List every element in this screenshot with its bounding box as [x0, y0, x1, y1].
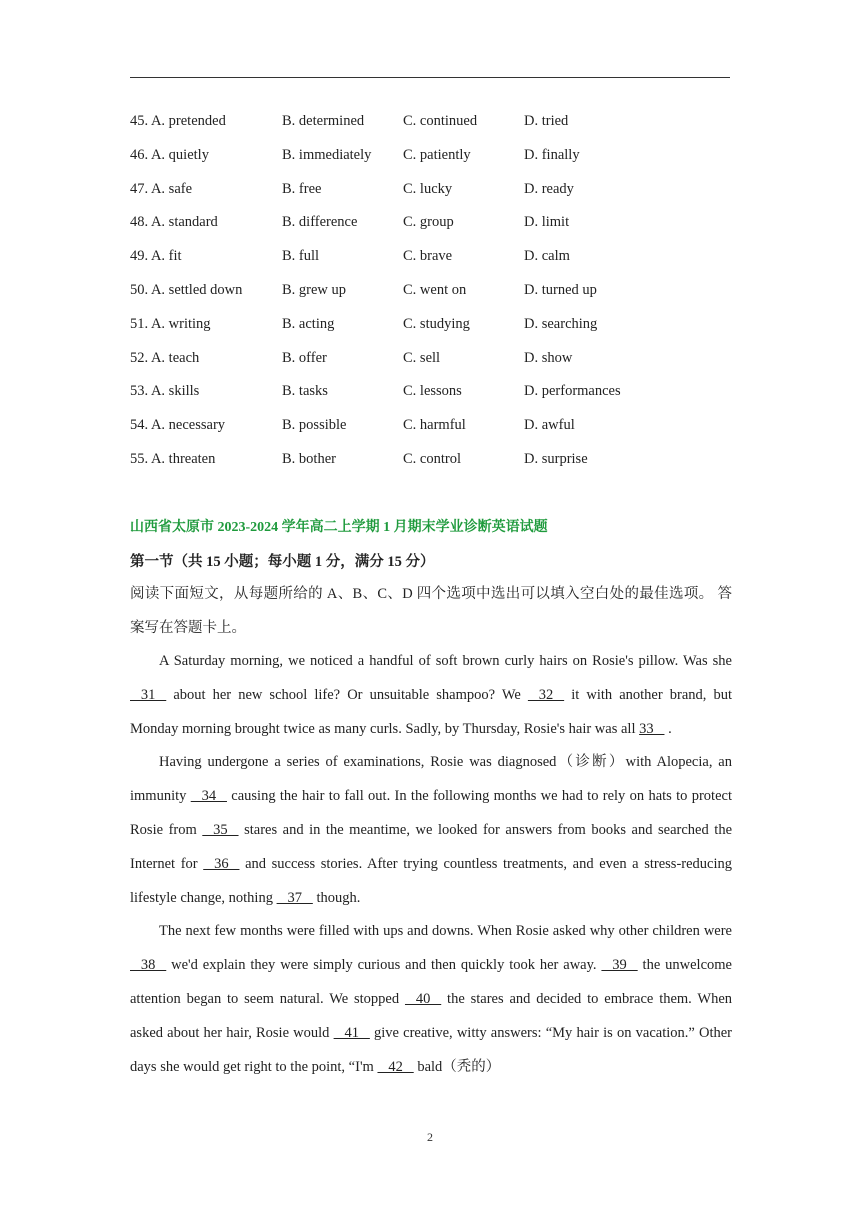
- passage-text: though.: [312, 889, 361, 906]
- instruction-text: 阅读下面短文，从每题所给的 A、B、C、D 四个选项中选出可以填入空白处的最佳选项。 答案写在答题卡上。: [130, 586, 732, 636]
- blank-41: 41: [333, 1024, 370, 1041]
- option-b: B. grew up: [282, 281, 347, 298]
- option-row-48: [130, 212, 730, 246]
- option-b: B. difference: [282, 214, 358, 231]
- blank-31: 31: [130, 686, 167, 703]
- option-row-49: [130, 246, 730, 280]
- option-d: D. searching: [524, 315, 598, 332]
- option-c: C. continued: [403, 113, 478, 129]
- option-a: 54. A. necessary: [130, 417, 226, 434]
- option-a: 46. A. quietly: [130, 146, 209, 163]
- option-d: D. surprise: [524, 450, 588, 467]
- option-d: D. finally: [524, 146, 580, 163]
- option-a: 52. A. teach: [130, 349, 200, 366]
- option-a: 55. A. threaten: [130, 450, 216, 467]
- option-a: 45. A. pretended: [130, 113, 226, 129]
- option-d: D. performances: [524, 383, 621, 400]
- passage-text: give creative, witty answers: “My hair is on vacation.” Other days she would get right to the point, “I'm: [130, 1024, 733, 1075]
- blank-40: 40: [404, 990, 442, 1007]
- option-c: C. control: [403, 450, 461, 467]
- option-b: B. determined: [282, 113, 365, 129]
- option-row-45: [130, 111, 730, 145]
- option-row-54: [130, 415, 730, 449]
- option-c: C. studying: [403, 315, 470, 332]
- passage-paragraph-1: [130, 645, 732, 746]
- option-c: C. lessons: [403, 383, 462, 400]
- blank-37: 37: [276, 889, 313, 906]
- blank-38: 38: [130, 957, 167, 974]
- option-a: 47. A. safe: [130, 180, 193, 197]
- blank-42: 42: [377, 1058, 414, 1075]
- option-c: C. sell: [403, 349, 441, 366]
- option-a: 51. A. writing: [130, 315, 211, 332]
- passage-text: stares and in the meantime, we looked for answers from books and searched the Internet for: [130, 821, 732, 872]
- blank-32: 32: [527, 686, 565, 703]
- option-row-55: [130, 449, 730, 483]
- option-b: B. free: [282, 180, 322, 197]
- blank-34: 34: [190, 788, 227, 805]
- passage-text: the stares and decided to embrace them. When asked about her hair, Rosie would: [130, 990, 733, 1041]
- option-row-50: [130, 280, 730, 314]
- passage-text: Having undergone a series of examinations, Rosie was diagnosed（诊断）with Alopecia, an immunity: [130, 754, 732, 805]
- passage-text: bald（秃的）: [413, 1058, 501, 1075]
- passage-paragraph-2: [130, 746, 732, 915]
- option-d: D. show: [524, 349, 573, 366]
- passage-text: The next few months were filled with ups and downs. When Rosie asked why other children were: [159, 923, 732, 940]
- option-d: D. limit: [524, 214, 570, 231]
- option-b: B. acting: [282, 315, 335, 332]
- passage-text: the unwelcome attention began to seem natural. We stopped: [130, 957, 732, 1007]
- blank-35: 35: [202, 821, 239, 838]
- option-d: D. calm: [524, 248, 570, 265]
- passage-text: we'd explain they were simply curious and then quickly took her away.: [166, 957, 602, 974]
- option-b: B. offer: [282, 349, 327, 366]
- option-row-51: [130, 314, 730, 348]
- option-b: B. immediately: [282, 146, 372, 163]
- blank-33: 33: [639, 720, 665, 737]
- option-c: C. harmful: [403, 417, 466, 434]
- option-c: C. brave: [403, 248, 453, 265]
- blank-39: 39: [601, 957, 638, 974]
- option-c: C. went on: [403, 281, 467, 298]
- option-a: 48. A. standard: [130, 214, 218, 231]
- option-b: B. possible: [282, 417, 347, 434]
- option-d: D. turned up: [524, 281, 597, 298]
- option-b: B. full: [282, 248, 320, 265]
- page-number: 2: [427, 1130, 433, 1144]
- option-c: C. group: [403, 214, 454, 231]
- header-rule: [130, 77, 730, 78]
- option-d: D. tried: [524, 113, 569, 129]
- reading-passage: [130, 645, 732, 1084]
- option-row-53: [130, 381, 730, 415]
- option-row-52: [130, 348, 730, 382]
- option-a: 53. A. skills: [130, 383, 200, 400]
- passage-text: A Saturday morning, we noticed a handful of soft brown curly hairs on Rosie's pillow. Was she: [159, 653, 732, 669]
- passage-text: it with another brand, but Monday morning brought twice as many curls. Sadly, by Thursday, Rosie's hair was all: [130, 686, 732, 737]
- blank-36: 36: [203, 855, 240, 872]
- passage-text: and success stories. After trying countless treatments, and even a stress-reducing lifestyle change, nothing: [130, 855, 732, 906]
- option-a: 49. A. fit: [130, 248, 182, 265]
- option-d: D. ready: [524, 180, 574, 197]
- section-heading: 第一节（共 15 小题；每小题 1 分，满分 15 分）: [130, 554, 435, 570]
- passage-paragraph-3: [130, 915, 732, 1084]
- answer-options-list: [130, 111, 730, 483]
- passage-text: about her new school life? Or unsuitable shampoo? We: [166, 686, 528, 703]
- option-row-47: [130, 179, 730, 213]
- passage-text: causing the hair to fall out. In the following months we had to rely on hats to protect Rosie from: [130, 788, 732, 838]
- option-b: B. tasks: [282, 383, 328, 400]
- option-a: 50. A. settled down: [130, 281, 243, 298]
- passage-text: .: [664, 720, 672, 737]
- option-row-46: [130, 145, 730, 179]
- exam-source-title: 山西省太原市 2023-2024 学年高二上学期 1 月期末学业诊断英语试题: [130, 520, 548, 535]
- option-b: B. bother: [282, 450, 336, 467]
- option-c: C. patiently: [403, 146, 471, 163]
- option-c: C. lucky: [403, 180, 453, 197]
- option-d: D. awful: [524, 417, 575, 434]
